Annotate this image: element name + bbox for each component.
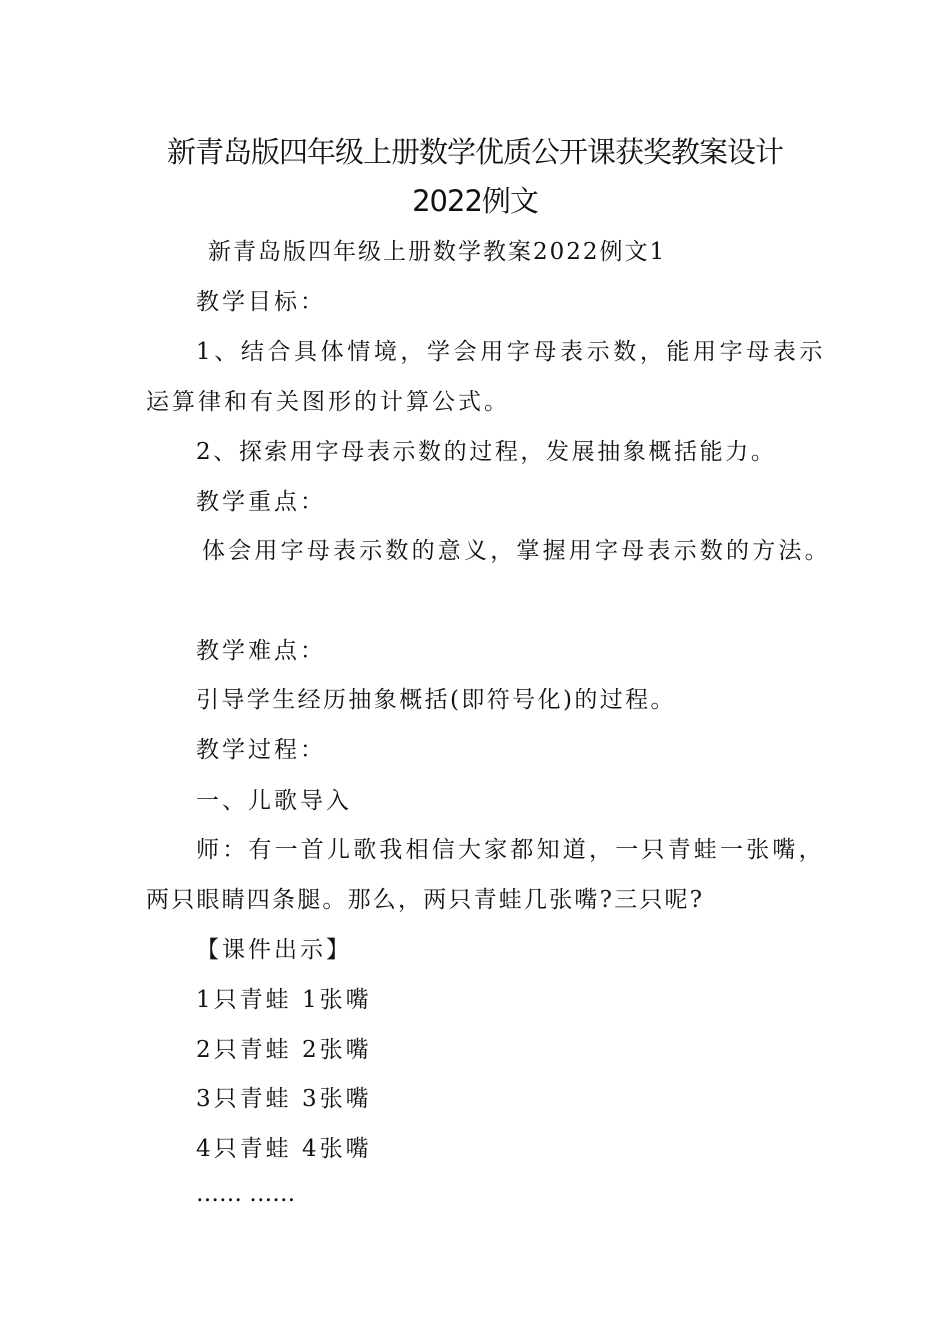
document-subtitle: 新青岛版四年级上册数学教案2022例文1 (208, 239, 667, 265)
paragraph-difficulties: 引导学生经历抽象概括(即符号化)的过程。 (196, 687, 676, 713)
heading-nursery-rhyme: 一、儿歌导入 (196, 788, 352, 814)
heading-courseware: 【课件出示】 (196, 937, 352, 963)
list-item-frog-3: 3只青蛙 3张嘴 (196, 1086, 372, 1112)
list-item-frog-4: 4只青蛙 4张嘴 (196, 1136, 372, 1162)
list-item-ellipsis: …… …… (196, 1181, 296, 1207)
document-title-line2: 2022例文 (412, 184, 538, 218)
paragraph-teacher-a: 师：有一首儿歌我相信大家都知道，一只青蛙一张嘴， (196, 837, 825, 863)
paragraph-goal-1a: 1、结合具体情境，学会用字母表示数，能用字母表示 (196, 339, 827, 365)
heading-key-points: 教学重点： (196, 489, 326, 515)
paragraph-goal-1b: 运算律和有关图形的计算公式。 (146, 389, 510, 415)
list-item-frog-2: 2只青蛙 2张嘴 (196, 1037, 372, 1063)
paragraph-key-points: 体会用字母表示数的意义，掌握用字母表示数的方法。 (202, 538, 831, 564)
paragraph-teacher-b: 两只眼睛四条腿。那么，两只青蛙几张嘴?三只呢? (146, 887, 705, 913)
heading-process: 教学过程： (196, 737, 326, 763)
document-title-line1: 新青岛版四年级上册数学优质公开课获奖教案设计 (166, 135, 783, 169)
heading-teaching-goals: 教学目标： (196, 289, 326, 315)
paragraph-goal-2: 2、探索用字母表示数的过程，发展抽象概括能力。 (196, 439, 777, 465)
heading-difficulties: 教学难点： (196, 638, 326, 664)
list-item-frog-1: 1只青蛙 1张嘴 (196, 987, 372, 1013)
